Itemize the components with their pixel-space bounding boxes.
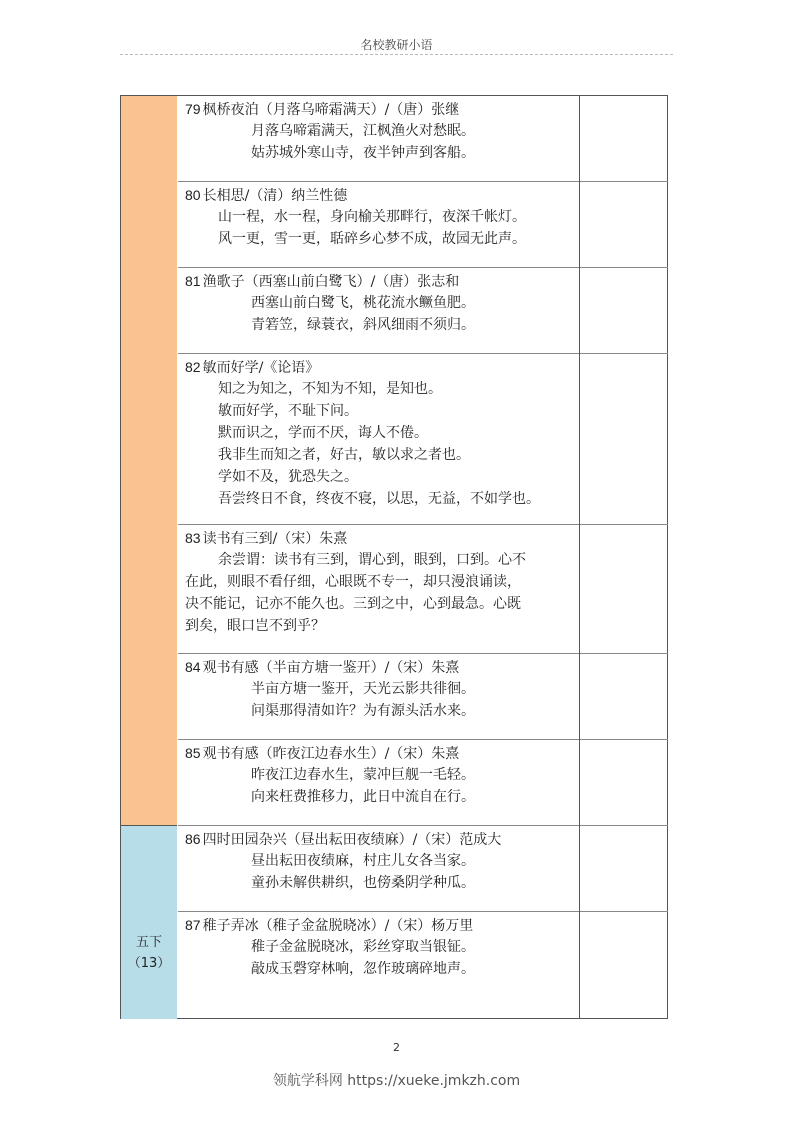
- grade-band-previous: [121, 96, 177, 826]
- poem-line: 稚子金盆脱晓冰，彩丝穿取当银钲。: [251, 939, 475, 955]
- poem-line: 姑苏城外寒山寺，夜半钟声到客船。: [251, 145, 475, 161]
- poem-line: 昨夜江边春水生，蒙冲巨舰一毛轻。: [251, 767, 475, 783]
- entry-title: [185, 184, 347, 207]
- poem-line: 知之为知之，不知为不知，是知也。: [218, 381, 442, 397]
- notes-cell: [580, 96, 668, 182]
- entry-title: [185, 742, 459, 765]
- entry-title: [185, 98, 459, 121]
- poem-line: 月落乌啼霜满天，江枫渔火对愁眠。: [251, 123, 475, 139]
- entry-number: 82: [185, 359, 201, 375]
- notes-cell: [580, 912, 668, 1019]
- entry-number: 86: [185, 831, 201, 847]
- poem-line: 童孙未解供耕织，也傍桑阴学种瓜。: [251, 875, 475, 891]
- entry-title: [185, 656, 459, 679]
- notes-cell: [580, 654, 668, 740]
- poem-line: 半亩方塘一鉴开，天光云影共徘徊。: [251, 681, 475, 697]
- entry-number: 85: [185, 745, 201, 761]
- entry-number: 80: [185, 187, 201, 203]
- notes-cell: [580, 268, 668, 354]
- prose-line: 在此，则眼不看仔细，心眼既不专一，却只漫浪诵读，: [185, 574, 521, 590]
- entry-number: 81: [185, 273, 201, 289]
- table-row: [178, 826, 579, 912]
- entry-title: [185, 828, 501, 851]
- poem-line: 我非生而知之者，好古，敏以求之者也。: [218, 447, 470, 463]
- notes-cell: [580, 740, 668, 826]
- prose-line: 到矣，眼口岂不到乎？: [185, 618, 325, 634]
- header-divider: [120, 54, 673, 55]
- footer-watermark: 领航学科网 https://xueke.jmkzh.com: [272, 1073, 521, 1089]
- entry-title: [185, 914, 473, 937]
- entry-heading: 稚子弄冰（稚子金盆脱晓冰）/（宋）杨万里: [202, 918, 474, 934]
- entry-heading: 长相思/（清）纳兰性德: [202, 188, 348, 204]
- page-header: 名校教研小语: [360, 38, 433, 52]
- grade-count: （13）: [127, 956, 171, 971]
- poem-line: 敲成玉磬穿林响，忽作玻璃碎地声。: [251, 961, 475, 977]
- table-row: [178, 525, 579, 654]
- grade-column: [121, 96, 177, 1018]
- poem-table: [120, 95, 668, 1019]
- entry-heading: 敏而好学/《论语》: [202, 360, 320, 376]
- poem-line: 学如不及，犹恐失之。: [218, 469, 358, 485]
- grade-label: [121, 932, 177, 974]
- table-row: [178, 96, 579, 182]
- poem-line: 山一程，水一程，身向榆关那畔行，夜深千帐灯。: [218, 209, 526, 225]
- poem-line: 向来枉费推移力，此日中流自在行。: [251, 789, 475, 805]
- entry-title: [185, 527, 347, 550]
- poem-line: 吾尝终日不食，终夜不寝，以思，无益，不如学也。: [218, 491, 540, 507]
- notes-cell: [580, 354, 668, 525]
- poem-line: 问渠那得清如许？为有源头活水来。: [251, 703, 475, 719]
- entry-heading: 观书有感（昨夜江边春水生）/（宋）朱熹: [202, 746, 460, 762]
- grade-band-5b: [121, 826, 177, 1019]
- entry-heading: 枫桥夜泊（月落乌啼霜满天）/（唐）张继: [202, 102, 460, 118]
- poem-line: 默而识之，学而不厌，诲人不倦。: [218, 425, 428, 441]
- entry-heading: 四时田园杂兴（昼出耘田夜绩麻）/（宋）范成大: [202, 832, 502, 848]
- table-row: [178, 354, 579, 525]
- notes-cell: [580, 826, 668, 912]
- table-row: [178, 912, 579, 1019]
- table-row: [178, 182, 579, 268]
- notes-cell: [580, 182, 668, 268]
- entry-heading: 渔歌子（西塞山前白鹭飞）/（唐）张志和: [202, 274, 460, 290]
- poem-line: 西塞山前白鹭飞，桃花流水鳜鱼肥。: [251, 295, 475, 311]
- entry-number: 79: [185, 101, 201, 117]
- table-row: [178, 268, 579, 354]
- poem-line: 风一更，雪一更，聒碎乡心梦不成，故园无此声。: [218, 231, 526, 247]
- entry-number: 84: [185, 659, 201, 675]
- entry-heading: 读书有三到/（宋）朱熹: [202, 531, 348, 547]
- table-row: [178, 654, 579, 740]
- table-row: [178, 740, 579, 826]
- poem-line: 青箬笠，绿蓑衣，斜风细雨不须归。: [251, 317, 475, 333]
- grade-name: 五下: [135, 935, 162, 950]
- notes-cell: [580, 525, 668, 654]
- entry-heading: 观书有感（半亩方塘一鉴开）/（宋）朱熹: [202, 660, 460, 676]
- page-number: 2: [393, 1041, 400, 1054]
- entry-title: [185, 356, 319, 379]
- entry-title: [185, 270, 459, 293]
- entry-number: 87: [185, 917, 201, 933]
- poem-line: 昼出耘田夜绩麻，村庄儿女各当家。: [251, 853, 475, 869]
- prose-line: 决不能记，记亦不能久也。三到之中，心到最急。心既: [185, 596, 521, 612]
- prose-line: 余尝谓：读书有三到，谓心到，眼到，口到。心不: [218, 552, 526, 568]
- poem-line: 敏而好学，不耻下问。: [218, 403, 358, 419]
- entry-number: 83: [185, 530, 201, 546]
